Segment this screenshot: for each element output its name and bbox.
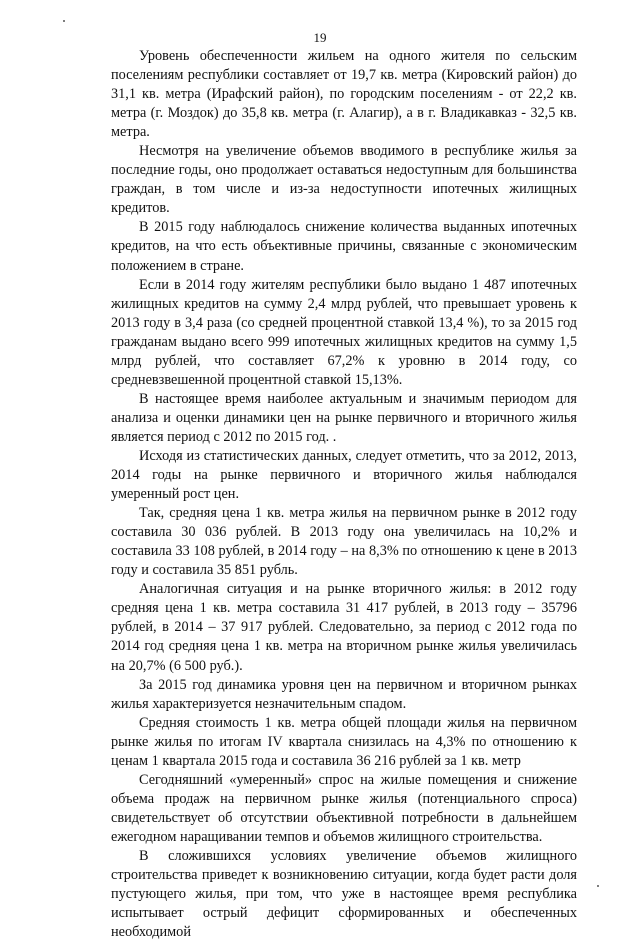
scan-speck	[63, 20, 65, 22]
paragraph: За 2015 год динамика уровня цен на первичном и вторичном рынках жилья характеризуется незначительным спадом.	[111, 676, 577, 712]
paragraph: Уровень обеспеченности жильем на одного жителя по сельским поселениям республики составляет от 19,7 кв. метра (Кировский район) до 31,1 кв. метра (Ирафский район), по городским поселениям - от 22,2 кв. метра (г. Моздок) до 35,8 кв. метра (г. Алагир), а в г. Владикавказ - 32,5 кв. метра.	[111, 48, 577, 141]
scan-speck	[597, 885, 599, 887]
paragraph: В сложившихся условиях увеличение объемов жилищного строительства приведет к возникновению ситуации, когда будет расти доля пустующего жилья, при том, что уже в настоящее время республика испытывает острый дефицит сформированных и обеспеченных необходимой	[111, 847, 577, 941]
page-number: 19	[313, 30, 327, 45]
paragraph: В 2015 году наблюдалось снижение количества выданных ипотечных кредитов, на что есть объективные причины, связанные с экономическим положением в стране.	[111, 219, 577, 274]
paragraph: Сегодняшний «умеренный» спрос на жилые помещения и снижение объема продаж на первичном рынке жилья (потенциального спроса) свидетельствует об отсутствии объективной потребности в дальнейшем ежегодном наращивании темпов и объемов жилищного строительства.	[111, 771, 577, 845]
paragraph: Средняя стоимость 1 кв. метра общей площади жилья на первичном рынке жилья по итогам IV квартала снизилась на 4,3% по отношению к ценам 1 квартала 2015 года и составила 36 216 рублей за 1 кв. метр	[111, 714, 577, 769]
paragraph: В настоящее время наиболее актуальным и значимым периодом для анализа и оценки динамики цен на рынке первичного и вторичного жилья является период с 2012 по 2015 год. .	[111, 390, 577, 445]
paragraph: Если в 2014 году жителям республики было выдано 1 487 ипотечных жилищных кредитов на сумму 2,4 млрд рублей, что превышает уровень к 2013 году в 3,4 раза (со средней процентной ставкой 13,4 %), то за 2015 год гражданам выдано всего 999 ипотечных жилищных кредитов на сумму 1,5 млрд рублей, что составляет 67,2% к уровню в 2014 году, со средневзвешенной процентной ставкой 15,13%.	[111, 276, 577, 388]
document-body	[111, 47, 577, 942]
paragraph: Так, средняя цена 1 кв. метра жилья на первичном рынке в 2012 году составила 30 036 рублей. В 2013 году она увеличилась на 10,2% и составила 33 108 рублей, в 2014 году – на 8,3% по отношению к цене в 2013 году и составила 35 851 рубль.	[111, 505, 577, 579]
paragraph: Несмотря на увеличение объемов вводимого в республике жилья за последние годы, оно продолжает оставаться недоступным для большинства граждан, в том числе и из-за недоступности ипотечных жилищных кредитов.	[111, 143, 577, 217]
paragraph: Аналогичная ситуация и на рынке вторичного жилья: в 2012 году средняя цена 1 кв. метра составила 31 417 рублей, в 2013 году – 35796 рублей, в 2014 – 37 917 рублей. Следовательно, за период с 2012 года по 2014 год средняя цена 1 кв. метра на вторичном рынке жилья увеличилась на 20,7% (6 500 руб.).	[111, 581, 577, 674]
paragraph: Исходя из статистических данных, следует отметить, что за 2012, 2013, 2014 годы на рынке первичного и вторичного жилья наблюдался умеренный рост цен.	[111, 447, 577, 503]
